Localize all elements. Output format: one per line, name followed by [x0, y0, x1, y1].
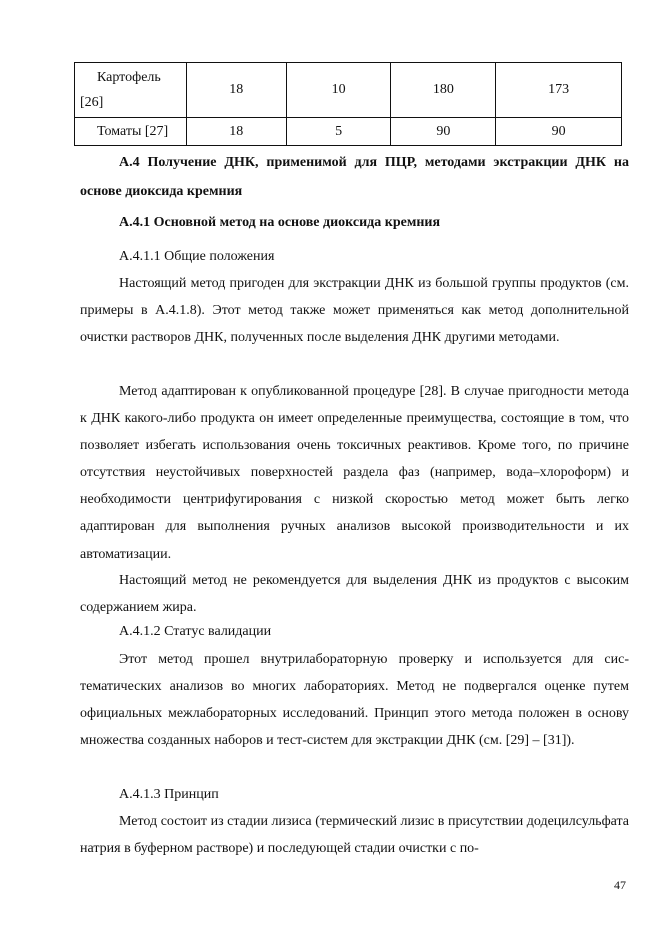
table-cell: 5	[286, 118, 391, 146]
paragraph-4: Этот метод прошел внутрилабораторную проверку и используется для систематических анализов во многих лабораториях. Метод не подвергался оценке путем официальных межлабораторных исследований. Принцип этого метода положен в основу множества созданных наборов и тест-систем для экстракции ДНК (см. [29] – [31]).	[80, 652, 629, 749]
table-row	[75, 63, 622, 118]
paragraph-1: Настоящий метод пригоден для экстракции ДНК из большой группы продуктов (см. примеры в А.4.1.8). Этот метод также может применяться как метод дополнительной очистки растворов ДНК, полученных после выделения ДНК другими методами.	[80, 276, 629, 346]
table-cell-product: Томаты [27]	[75, 118, 187, 146]
table-cell: 173	[496, 63, 622, 118]
table-cell: 10	[286, 63, 391, 118]
table-cell: 180	[391, 63, 496, 118]
table-cell: 18	[186, 118, 286, 146]
table-cell: 90	[496, 118, 622, 146]
section-a41-heading: А.4.1 Основной метод на основе диоксида кремния	[119, 215, 441, 230]
subsection-a411-heading: А.4.1.1 Общие положения	[119, 249, 275, 264]
table-cell-product: Картофель [26]	[75, 63, 187, 118]
data-table	[74, 62, 622, 146]
table-cell: 90	[391, 118, 496, 146]
paragraph-3: Настоящий метод не рекомендуется для выделения ДНК из продуктов с высоким содержанием жира.	[80, 573, 629, 616]
page-number: 47	[614, 878, 626, 892]
subsection-a412-heading: А.4.1.2 Статус валидации	[119, 624, 272, 639]
paragraph-2: Метод адаптирован к опубликованной процедуре [28]. В случае пригодности метода к ДНК какого-либо продукта он имеет определенные преимущества, состоящие в том, что позволяет избегать использования очень токсичных реактивов. Кроме того, по причине отсутствия неустойчивых поверхностей раздела фаз (например, вода–хлороформ) и необходимости центрифугирования с низкой скоростью метод может быть легко адаптирован для выполнения ручных анализов высокой производительности и их автоматизации.	[80, 384, 629, 562]
subsection-a413-heading: А.4.1.3 Принцип	[119, 787, 219, 802]
section-a4-heading: А.4 Получение ДНК, применимой для ПЦР, методами экстракции ДНК на основе диоксида кремния	[80, 155, 629, 199]
table-row	[75, 118, 622, 146]
paragraph-5: Метод состоит из стадии лизиса (термический лизис в присутствии додецилсульфата натрия в буферном растворе) и последующей стадии очистки с по-	[80, 814, 629, 857]
table-cell: 18	[186, 63, 286, 118]
